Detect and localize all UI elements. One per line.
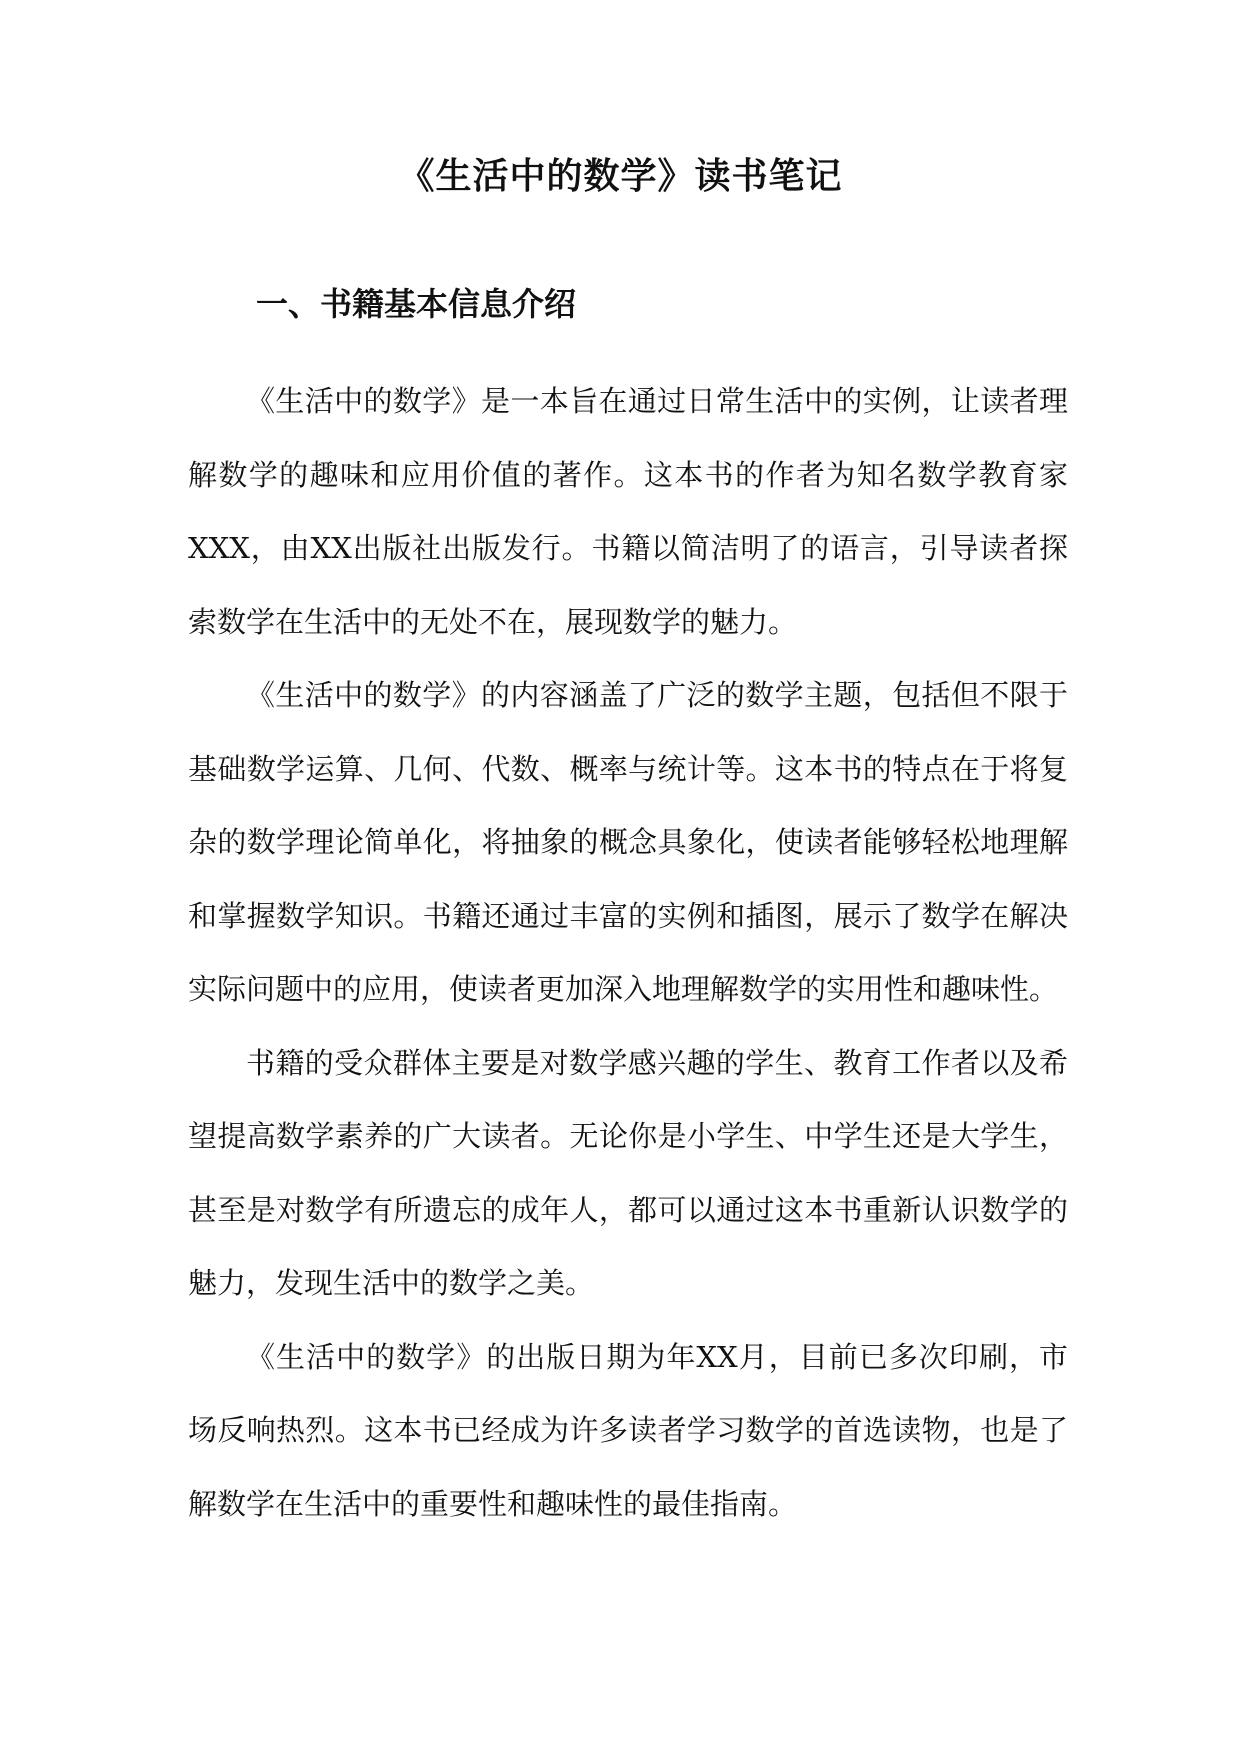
body-text	[188, 365, 1068, 1541]
paragraph-publication: 《生活中的数学》的出版日期为年XX月，目前已多次印刷，市场反响热烈。这本书已经成为许多读者学习数学的首选读物，也是了解数学在生活中的重要性和趣味性的最佳指南。	[188, 1339, 1068, 1521]
paragraph-book-overview: 《生活中的数学》是一本旨在通过日常生活中的实例，让读者理解数学的趣味和应用价值的著作。这本书的作者为知名数学教育家XXX，由XX出版社出版发行。书籍以简洁明了的语言，引导读者探索数学在生活中的无处不在，展现数学的魅力。	[188, 384, 1068, 639]
paragraph-audience: 书籍的受众群体主要是对数学感兴趣的学生、教育工作者以及希望提高数学素养的广大读者。无论你是小学生、中学生还是大学生，甚至是对数学有所遗忘的成年人，都可以通过这本书重新认识数学的魅力，发现生活中的数学之美。	[188, 1045, 1068, 1300]
section-heading: 一、书籍基本信息介绍	[256, 285, 577, 323]
document-title: 《生活中的数学》读书笔记	[398, 155, 843, 197]
paragraph-book-content: 《生活中的数学》的内容涵盖了广泛的数学主题，包括但不限于基础数学运算、几何、代数、概率与统计等。这本书的特点在于将复杂的数学理论简单化，将抽象的概念具象化，使读者能够轻松地理解和掌握数学知识。书籍还通过丰富的实例和插图，展示了数学在解决实际问题中的应用，使读者更加深入地理解数学的实用性和趣味性。	[188, 678, 1068, 1006]
